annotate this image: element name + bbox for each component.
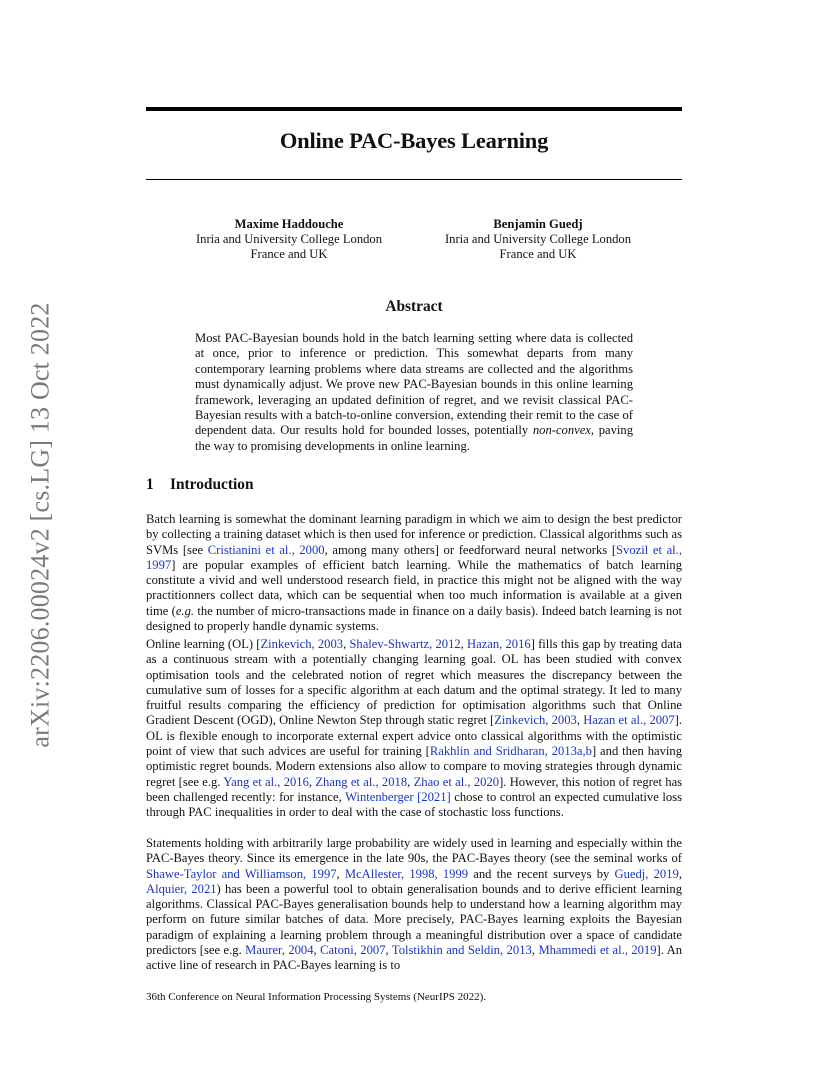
text-run: ,: [385, 943, 392, 958]
citation-link[interactable]: Shalev-Shwartz, 2012: [349, 637, 461, 651]
author-block-1: [159, 217, 419, 262]
citation-link[interactable]: Yang et al., 2016: [223, 774, 309, 789]
section-title: Introduction: [170, 476, 254, 493]
text-run: ,: [313, 943, 321, 958]
author-affiliation: Inria and University College London: [195, 232, 383, 246]
emphasis: e.g.: [175, 603, 195, 618]
text-run: ,: [407, 774, 414, 789]
citation-link[interactable]: Tolstikhin and Seldin, 2013: [391, 943, 532, 958]
abstract-heading: Abstract: [385, 298, 443, 315]
abstract-text: , paving the way to promising developments in online learning.: [195, 423, 633, 453]
text-run: the number of micro-transactions made in finance on a daily basis). Indeed batch learning is not designed to properly handle dynamic systems.: [146, 603, 682, 634]
abstract-body: [195, 331, 633, 454]
text-run: , among many others] or feedforward neural networks [: [324, 542, 617, 557]
author-name: Benjamin Guedj: [493, 217, 583, 231]
author-affiliation: Inria and University College London: [444, 232, 632, 246]
author-block-2: [408, 217, 668, 262]
citation-link[interactable]: Zhang et al., 2018: [315, 774, 408, 789]
section-number: 1: [146, 476, 154, 493]
citation-link[interactable]: Zinkevich, 2003: [260, 637, 344, 651]
author-name: Maxime Haddouche: [234, 217, 344, 231]
text-run: ,: [460, 637, 468, 651]
citation-link[interactable]: Hazan et al., 2007: [583, 713, 675, 728]
section-heading-introduction: [146, 476, 254, 494]
citation-link[interactable]: Hazan, 2016: [467, 637, 531, 651]
text-run: ) has been a powerful tool to obtain generalisation bounds and to derive efficient learning algorithms. Classical PAC-Bayes generalisation bounds help to understand how a learning algorithm may perform on future similar batches of data. More precisely, PAC-Bayes learning exploits the Bayesian paradigm of explaining a learning problem through a meaningful distribution over a space of candidate predictors [see e.g.: [146, 881, 683, 958]
paragraph-2: [146, 637, 682, 821]
citation-link[interactable]: Catoni, 2007: [320, 943, 386, 958]
citation-link[interactable]: Wintenberger [2021]: [345, 789, 451, 804]
conference-footnote: 36th Conference on Neural Information Processing Systems (NeurIPS 2022).: [146, 991, 487, 1003]
text-run: ]. An active line of research in PAC-Bayes learning is to: [146, 943, 683, 973]
text-run: ,: [531, 943, 539, 958]
text-run: ,: [576, 713, 584, 728]
text-run: ] are popular examples of efficient batch learning. While the mathematics of batch learning constitute a vivid and well understood research field, in practice this might not be aligned with the way practitionners collect data, which can be sequential when too much information is available at a given time (: [146, 557, 682, 618]
text-run: Batch learning is somewhat the dominant learning paradigm in which we aim to design the best predictor by collecting a training dataset which is then used for inference or prediction. Classical algorithms such as SVMs [see: [146, 512, 682, 557]
author-location: France and UK: [250, 247, 328, 261]
text-run: ] and then having optimistic regret bounds. Modern extensions also allow to compare to moving strategies through dynamic regret [see e.g.: [146, 744, 683, 789]
text-run: and the recent surveys by: [468, 866, 615, 881]
citation-link[interactable]: Maurer, 2004: [245, 943, 314, 958]
text-run: ,: [308, 774, 316, 789]
text-run: ,: [336, 866, 345, 881]
text-run: ] fills this gap by treating data as a continuous stream with a potentially changing learning goal. OL has been studied with convex optimisation tools and the celebrated notion of regret which measures the discrepancy between the cumulative sum of losses for a specific algorithm at each datum and the optimal strategy. It led to many fruitful results comparing the efficiency of prediction for optimisation algorithms such that Online Gradient Descent (OGD), Online Newton Step through static regret [: [146, 637, 683, 728]
paragraph-3: [146, 836, 682, 974]
text-run: ,: [343, 637, 350, 651]
abstract-emphasis: non-convex: [532, 423, 591, 438]
paragraph-1: [146, 512, 682, 634]
citation-link[interactable]: Guedj, 2019: [614, 866, 679, 881]
citation-link[interactable]: McAllester, 1998, 1999: [344, 866, 469, 881]
abstract-text: Most PAC-Bayesian bounds hold in the batch learning setting where data is collected at once, prior to inference or prediction. This somewhat departs from many contemporary learning problems where data streams are collected and the algorithms must dynamically adjust. We prove new PAC-Bayesian bounds in this online learning framework, leveraging an updated definition of regret, and we revisit classical PAC-Bayesian results with a batch-to-online conversion, extending their remit to the case of dependent data. Our results hold for bounded losses, potentially: [195, 331, 633, 438]
paper-title: Online PAC-Bayes Learning: [279, 128, 549, 153]
text-run: chose to control an expected cumulative loss through PAC inequalities in order to deal with the case of stochastic loss functions.: [146, 789, 682, 820]
text-run: ]. OL is flexible enough to incorporate external expert advice onto classical algorithms with the optimistic point of view that such advices are useful for training [: [146, 713, 682, 759]
author-location: France and UK: [499, 247, 577, 261]
text-run: Statements holding with arbitrarily large probability are widely used in learning and especially within the PAC-Bayes theory. Since its emergence in the late 90s, the PAC-Bayes theory (see the seminal works of: [146, 836, 682, 866]
arxiv-stamp-text: arXiv:2206.00024v2 [cs.LG] 13 Oct 2022: [26, 302, 56, 748]
citation-link[interactable]: Zhao et al., 2020: [413, 774, 500, 789]
citation-link[interactable]: Shawe-Taylor and Williamson, 1997: [146, 866, 337, 881]
citation-link[interactable]: Alquier, 2021: [146, 881, 217, 896]
citation-link[interactable]: Rakhlin and Sridharan, 2013a,b: [429, 744, 592, 759]
text-run: Online learning (OL) [: [146, 637, 261, 651]
title-rule-top: [146, 107, 682, 111]
text-run: ,: [678, 866, 682, 881]
text-run: ]. However, this notion of regret has been challenged recently: for instance,: [146, 774, 683, 804]
title-rule-bottom: [146, 179, 682, 180]
citation-link[interactable]: Cristianini et al., 2000: [207, 542, 325, 557]
citation-link[interactable]: Svozil et al., 1997: [146, 542, 682, 572]
citation-link[interactable]: Zinkevich, 2003: [494, 713, 577, 728]
arxiv-stamp: [21, 290, 61, 760]
citation-link[interactable]: Mhammedi et al., 2019: [538, 943, 657, 958]
